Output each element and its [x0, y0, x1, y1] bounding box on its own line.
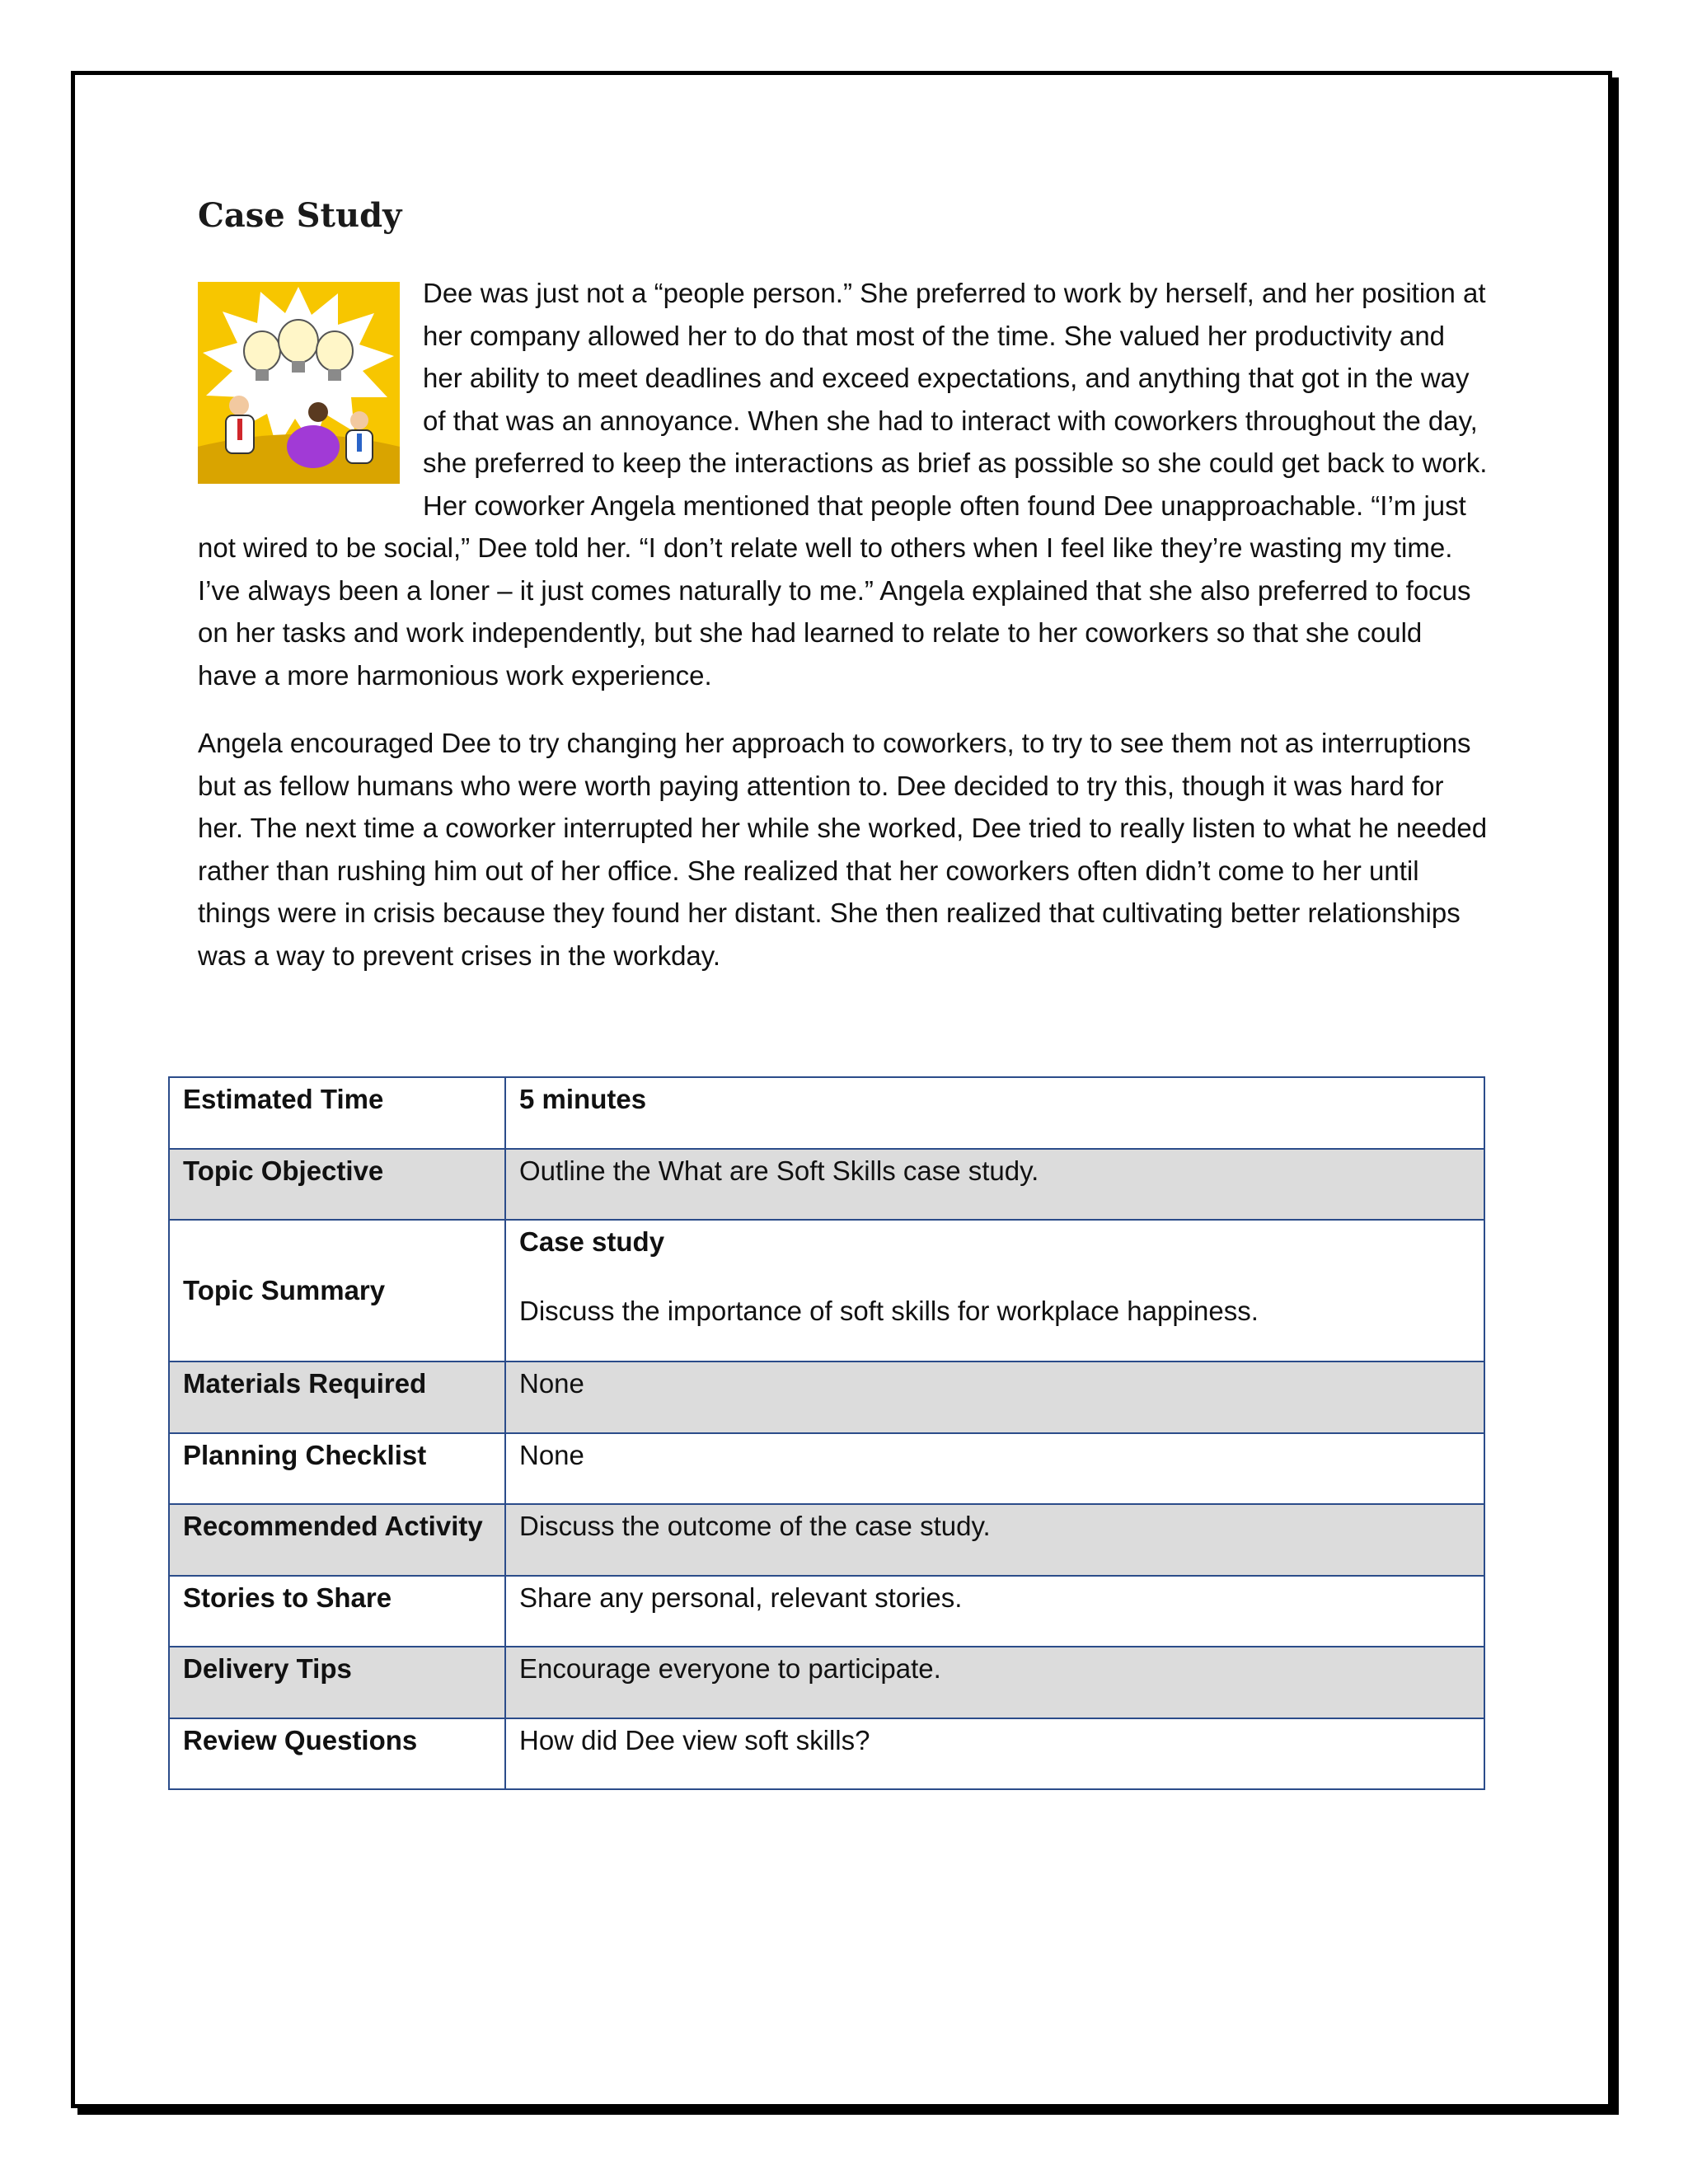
row-label-recommended-activity: Recommended Activity: [169, 1504, 505, 1576]
row-label-planning-checklist: Planning Checklist: [169, 1433, 505, 1505]
table-row: [169, 1504, 1484, 1576]
lesson-plan-table: [168, 1076, 1485, 1790]
intro-text: Dee was just not a “people person.” She preferred to work by herself, and her position at her company allowed her to do that most of the time. She valued her productivity and her ability to meet deadlines and exceed expectations, and anything that got in the way of that was an annoyance. When she had to interact with coworkers throughout the day, she preferred to keep the interactions as brief as possible so she could get back to work. Her coworker Angela mentioned that people often found Dee unapproachable. “I’m just not wired to be social,” Dee told her. “I don’t relate well to others when I feel like they’re wasting my time. I’ve always been a loner – it just comes naturally to me.” Angela explained that she also preferred to focus on her tasks and work independently, but she had learned to relate to her coworkers so that she could have a more harmonious work experience.: [198, 278, 1488, 691]
row-label-stories-to-share: Stories to Share: [169, 1576, 505, 1647]
table-row: [169, 1718, 1484, 1790]
row-label-topic-summary: Topic Summary: [169, 1220, 505, 1361]
meeting-lightbulbs-clipart: [198, 282, 400, 484]
table-row: [169, 1149, 1484, 1221]
row-value-recommended-activity: Discuss the outcome of the case study.: [505, 1504, 1484, 1576]
table-row: [169, 1077, 1484, 1149]
table-row: [169, 1647, 1484, 1718]
table-row: [169, 1220, 1484, 1361]
intro-paragraph: [198, 272, 1488, 696]
row-value-topic-objective: Outline the What are Soft Skills case study.: [505, 1149, 1484, 1221]
page-title: Case Study: [198, 196, 402, 235]
second-paragraph: Angela encouraged Dee to try changing her approach to coworkers, to try to see them not as interruptions but as fellow humans who were worth paying attention to. Dee decided to try this, though it was hard for her. The next time a coworker interrupted her while she worked, Dee tried to really listen to what he needed rather than rushing him out of her office. She realized that her coworkers often didn’t come to her until things were in crisis because they found her distant. She then realized that cultivating better relationships was a way to prevent crises in the workday.: [198, 728, 1488, 971]
row-value-materials-required: None: [505, 1361, 1484, 1433]
row-value-topic-summary: [505, 1220, 1484, 1361]
row-label-delivery-tips: Delivery Tips: [169, 1647, 505, 1718]
row-label-topic-objective: Topic Objective: [169, 1149, 505, 1221]
row-value-delivery-tips: Encourage everyone to participate.: [505, 1647, 1484, 1718]
row-label-estimated-time: Estimated Time: [169, 1077, 505, 1149]
table-row: [169, 1361, 1484, 1433]
row-value-estimated-time: 5 minutes: [505, 1077, 1484, 1149]
row-value-planning-checklist: None: [505, 1433, 1484, 1505]
topic-summary-text: Discuss the importance of soft skills for workplace happiness.: [519, 1296, 1259, 1326]
table-row: [169, 1576, 1484, 1647]
row-label-materials-required: Materials Required: [169, 1361, 505, 1433]
topic-summary-subheading: Case study: [519, 1226, 665, 1257]
row-value-review-questions: How did Dee view soft skills?: [505, 1718, 1484, 1790]
row-value-stories-to-share: Share any personal, relevant stories.: [505, 1576, 1484, 1647]
row-label-review-questions: Review Questions: [169, 1718, 505, 1790]
table-row: [169, 1433, 1484, 1505]
